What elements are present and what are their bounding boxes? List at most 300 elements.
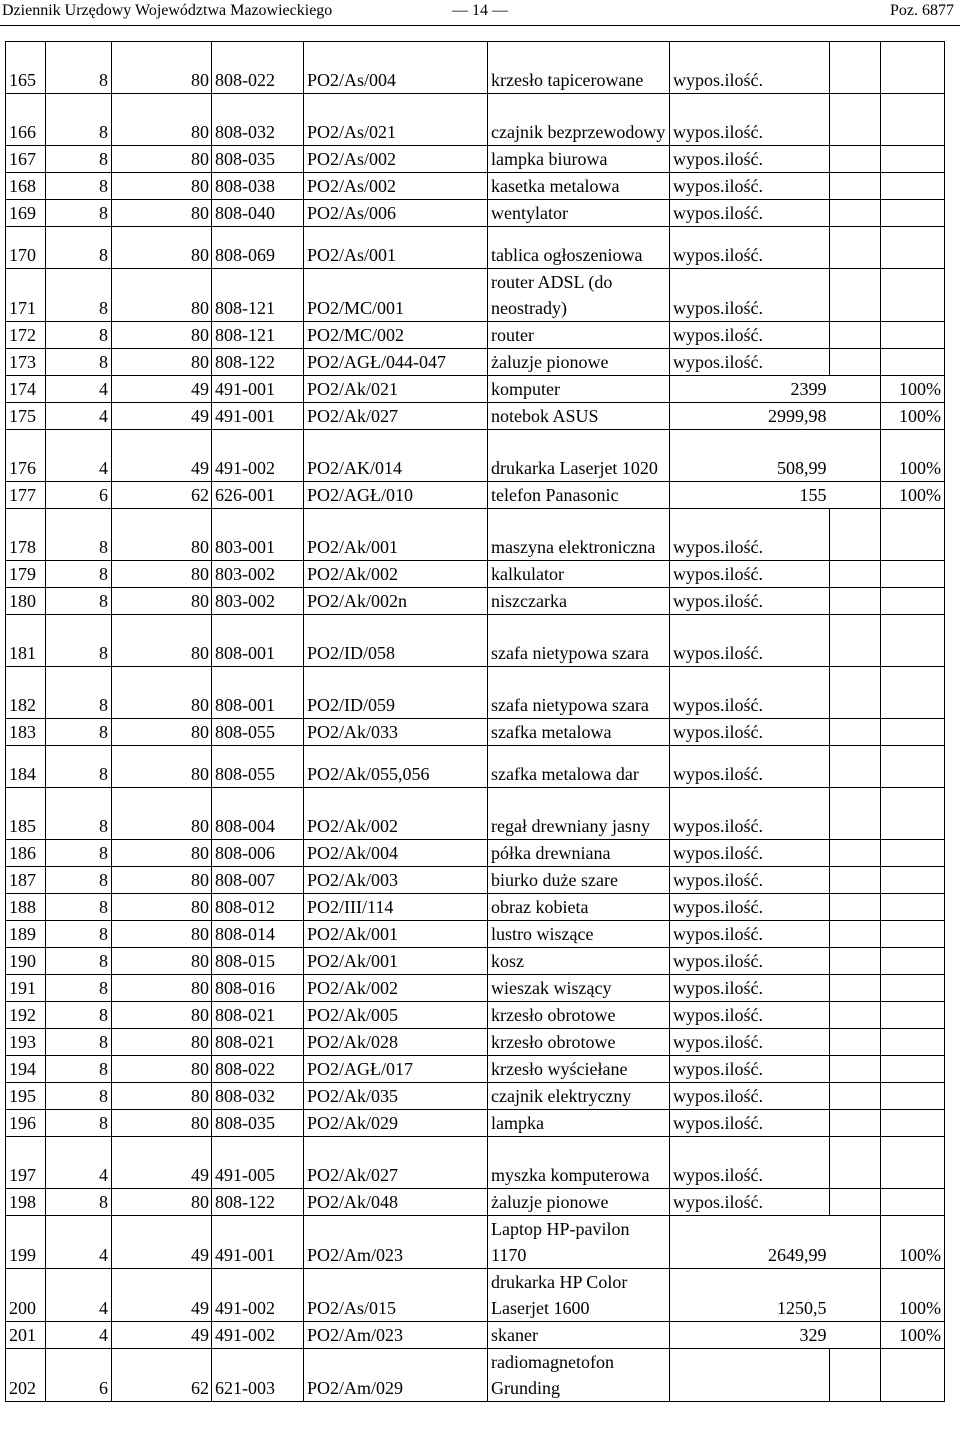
value-cell: wypos.ilość. [670,94,830,146]
spacer-cell [830,921,881,948]
row-number: 172 [6,322,46,349]
spacer-cell [830,1137,881,1189]
row-number: 201 [6,1322,46,1349]
inventory-number-cell: PO2/Ak/035 [304,1083,488,1110]
value-cell: wypos.ilość. [670,1029,830,1056]
spacer-cell [830,1110,881,1137]
class-cell: 80 [112,94,212,146]
percent-cell [881,1110,945,1137]
table-row [6,349,945,376]
table-row [6,948,945,975]
percent-cell [881,667,945,719]
item-name-cell: wieszak wiszący [488,975,670,1002]
inventory-number-cell: PO2/Ak/004 [304,840,488,867]
value-cell: wypos.ilość. [670,867,830,894]
kst-code-cell: 491-002 [212,1322,304,1349]
kst-code-cell: 808-035 [212,146,304,173]
group-cell: 4 [46,1322,112,1349]
kst-code-cell: 808-007 [212,867,304,894]
kst-code-cell: 808-001 [212,667,304,719]
row-number: 178 [6,509,46,561]
percent-cell [881,200,945,227]
kst-code-cell: 808-016 [212,975,304,1002]
row-number: 173 [6,349,46,376]
table-row [6,719,945,746]
percent-cell: 100% [881,376,945,403]
group-cell: 8 [46,788,112,840]
percent-cell [881,173,945,200]
group-cell: 8 [46,1056,112,1083]
table-row [6,667,945,719]
item-name-cell: krzesło obrotowe [488,1029,670,1056]
inventory-number-cell: PO2/As/015 [304,1269,488,1322]
kst-code-cell: 808-055 [212,719,304,746]
group-cell: 4 [46,430,112,482]
item-name-cell: żaluzje pionowe [488,349,670,376]
row-number: 180 [6,588,46,615]
spacer-cell [830,840,881,867]
kst-code-cell: 808-069 [212,227,304,269]
value-cell: wypos.ilość. [670,894,830,921]
percent-cell: 100% [881,403,945,430]
inventory-number-cell: PO2/MC/002 [304,322,488,349]
inventory-number-cell: PO2/Ak/021 [304,376,488,403]
percent-cell [881,227,945,269]
spacer-cell [830,667,881,719]
item-name-cell: niszczarka [488,588,670,615]
kst-code-cell: 808-001 [212,615,304,667]
class-cell: 49 [112,1269,212,1322]
table-row [6,1002,945,1029]
value-cell: wypos.ilość. [670,42,830,94]
item-name-cell: kosz [488,948,670,975]
group-cell: 8 [46,615,112,667]
value-cell: 329 [670,1322,830,1349]
percent-cell [881,509,945,561]
class-cell: 80 [112,227,212,269]
table-row [6,1322,945,1349]
page-header [0,0,960,26]
row-number: 188 [6,894,46,921]
item-name-cell: szafka metalowa dar [488,746,670,788]
item-name-cell: tablica ogłoszeniowa [488,227,670,269]
row-number: 199 [6,1216,46,1269]
value-cell: wypos.ilość. [670,948,830,975]
group-cell: 4 [46,403,112,430]
group-cell: 4 [46,1216,112,1269]
value-cell: wypos.ilość. [670,269,830,322]
class-cell: 80 [112,1056,212,1083]
kst-code-cell: 803-001 [212,509,304,561]
spacer-cell [830,376,881,403]
group-cell: 8 [46,1002,112,1029]
table-row [6,1349,945,1402]
kst-code-cell: 491-001 [212,376,304,403]
percent-cell [881,746,945,788]
table-row [6,322,945,349]
percent-cell [881,269,945,322]
inventory-number-cell: PO2/Am/023 [304,1322,488,1349]
row-number: 177 [6,482,46,509]
kst-code-cell: 491-001 [212,1216,304,1269]
class-cell: 80 [112,349,212,376]
inventory-number-cell: PO2/Ak/002 [304,561,488,588]
table-row [6,269,945,322]
inventory-number-cell: PO2/Ak/001 [304,948,488,975]
kst-code-cell: 803-002 [212,561,304,588]
inventory-number-cell: PO2/As/001 [304,227,488,269]
inventory-number-cell: PO2/AGŁ/010 [304,482,488,509]
class-cell: 49 [112,430,212,482]
percent-cell: 100% [881,1216,945,1269]
table-row [6,788,945,840]
table-row [6,482,945,509]
inventory-number-cell: PO2/Ak/002 [304,788,488,840]
percent-cell [881,840,945,867]
class-cell: 80 [112,561,212,588]
inventory-number-cell: PO2/Ak/001 [304,509,488,561]
percent-cell [881,561,945,588]
group-cell: 8 [46,200,112,227]
row-number: 187 [6,867,46,894]
row-number: 192 [6,1002,46,1029]
table-row [6,227,945,269]
table-row [6,200,945,227]
table-row [6,403,945,430]
spacer-cell [830,894,881,921]
kst-code-cell: 808-014 [212,921,304,948]
class-cell: 80 [112,615,212,667]
group-cell: 8 [46,349,112,376]
table-row [6,840,945,867]
group-cell: 4 [46,1137,112,1189]
table-row [6,975,945,1002]
spacer-cell [830,1083,881,1110]
group-cell: 8 [46,561,112,588]
percent-cell [881,975,945,1002]
value-cell: 2999,98 [670,403,830,430]
inventory-number-cell: PO2/As/021 [304,94,488,146]
kst-code-cell: 808-038 [212,173,304,200]
spacer-cell [830,1002,881,1029]
value-cell: wypos.ilość. [670,788,830,840]
table-row [6,509,945,561]
inventory-number-cell: PO2/As/002 [304,146,488,173]
spacer-cell [830,94,881,146]
table-row [6,1110,945,1137]
class-cell: 80 [112,173,212,200]
row-number: 170 [6,227,46,269]
value-cell: 2399 [670,376,830,403]
group-cell: 8 [46,322,112,349]
group-cell: 8 [46,840,112,867]
value-cell: 1250,5 [670,1269,830,1322]
row-number: 190 [6,948,46,975]
percent-cell [881,615,945,667]
table-row [6,867,945,894]
table-row [6,1056,945,1083]
row-number: 186 [6,840,46,867]
value-cell: wypos.ilość. [670,1110,830,1137]
item-name-cell: Laptop HP-pavilon 1170 [488,1216,670,1269]
group-cell: 8 [46,1189,112,1216]
kst-code-cell: 808-035 [212,1110,304,1137]
inventory-number-cell: PO2/MC/001 [304,269,488,322]
row-number: 174 [6,376,46,403]
item-name-cell: lustro wiszące [488,921,670,948]
class-cell: 80 [112,975,212,1002]
class-cell: 80 [112,146,212,173]
class-cell: 80 [112,894,212,921]
table-row [6,146,945,173]
inventory-rows [6,42,945,1402]
inventory-number-cell: PO2/Am/023 [304,1216,488,1269]
spacer-cell [830,588,881,615]
row-number: 167 [6,146,46,173]
group-cell: 8 [46,173,112,200]
spacer-cell [830,322,881,349]
row-number: 168 [6,173,46,200]
row-number: 194 [6,1056,46,1083]
class-cell: 80 [112,840,212,867]
row-number: 200 [6,1269,46,1322]
kst-code-cell: 491-002 [212,430,304,482]
class-cell: 80 [112,867,212,894]
table-row [6,615,945,667]
class-cell: 80 [112,42,212,94]
item-name-cell: półka drewniana [488,840,670,867]
group-cell: 8 [46,269,112,322]
value-cell: wypos.ilość. [670,561,830,588]
position-number: Poz. 6877 [890,2,954,19]
inventory-table [5,41,945,1402]
item-name-cell: biurko duże szare [488,867,670,894]
inventory-number-cell: PO2/As/004 [304,42,488,94]
table-row [6,376,945,403]
row-number: 185 [6,788,46,840]
percent-cell [881,894,945,921]
item-name-cell: krzesło tapicerowane [488,42,670,94]
table-row [6,1216,945,1269]
item-name-cell: szafka metalowa [488,719,670,746]
spacer-cell [830,561,881,588]
kst-code-cell: 808-021 [212,1029,304,1056]
class-cell: 80 [112,667,212,719]
item-name-cell: krzesło obrotowe [488,1002,670,1029]
value-cell: wypos.ilość. [670,1056,830,1083]
inventory-number-cell: PO2/ID/058 [304,615,488,667]
spacer-cell [830,482,881,509]
percent-cell: 100% [881,1269,945,1322]
table-row [6,561,945,588]
inventory-number-cell: PO2/Ak/028 [304,1029,488,1056]
inventory-number-cell: PO2/As/006 [304,200,488,227]
percent-cell [881,867,945,894]
table-row [6,94,945,146]
class-cell: 49 [112,1216,212,1269]
group-cell: 8 [46,1083,112,1110]
item-name-cell: lampka biurowa [488,146,670,173]
table-row [6,894,945,921]
row-number: 175 [6,403,46,430]
item-name-cell: czajnik elektryczny [488,1083,670,1110]
item-name-cell: myszka komputerowa [488,1137,670,1189]
class-cell: 80 [112,921,212,948]
inventory-number-cell: PO2/Ak/001 [304,921,488,948]
value-cell: wypos.ilość. [670,322,830,349]
percent-cell [881,94,945,146]
class-cell: 80 [112,588,212,615]
class-cell: 80 [112,1002,212,1029]
item-name-cell: regał drewniany jasny [488,788,670,840]
kst-code-cell: 808-122 [212,349,304,376]
value-cell: wypos.ilość. [670,615,830,667]
inventory-number-cell: PO2/AGŁ/044-047 [304,349,488,376]
value-cell: wypos.ilość. [670,1189,830,1216]
kst-code-cell: 808-012 [212,894,304,921]
kst-code-cell: 808-015 [212,948,304,975]
item-name-cell: wentylator [488,200,670,227]
percent-cell [881,948,945,975]
class-cell: 62 [112,1349,212,1402]
inventory-number-cell: PO2/Ak/055,056 [304,746,488,788]
kst-code-cell: 808-022 [212,1056,304,1083]
table-row [6,173,945,200]
class-cell: 80 [112,746,212,788]
value-cell: 155 [670,482,830,509]
class-cell: 49 [112,403,212,430]
inventory-number-cell: PO2/Ak/027 [304,403,488,430]
row-number: 169 [6,200,46,227]
group-cell: 8 [46,94,112,146]
row-number: 182 [6,667,46,719]
spacer-cell [830,200,881,227]
spacer-cell [830,42,881,94]
kst-code-cell: 808-121 [212,269,304,322]
kst-code-cell: 491-001 [212,403,304,430]
row-number: 197 [6,1137,46,1189]
item-name-cell: telefon Panasonic [488,482,670,509]
inventory-number-cell: PO2/Ak/027 [304,1137,488,1189]
group-cell: 8 [46,588,112,615]
percent-cell [881,1189,945,1216]
percent-cell: 100% [881,430,945,482]
table-row [6,1083,945,1110]
spacer-cell [830,948,881,975]
spacer-cell [830,1269,881,1322]
row-number: 166 [6,94,46,146]
class-cell: 80 [112,322,212,349]
percent-cell [881,921,945,948]
kst-code-cell: 808-022 [212,42,304,94]
table-row [6,430,945,482]
value-cell: wypos.ilość. [670,840,830,867]
inventory-number-cell: PO2/AGŁ/017 [304,1056,488,1083]
class-cell: 80 [112,788,212,840]
percent-cell [881,1056,945,1083]
spacer-cell [830,173,881,200]
spacer-cell [830,269,881,322]
kst-code-cell: 803-002 [212,588,304,615]
group-cell: 6 [46,482,112,509]
spacer-cell [830,1189,881,1216]
value-cell: wypos.ilość. [670,1002,830,1029]
value-cell: wypos.ilość. [670,227,830,269]
class-cell: 80 [112,1083,212,1110]
percent-cell [881,349,945,376]
percent-cell [881,146,945,173]
group-cell: 8 [46,42,112,94]
inventory-number-cell: PO2/Ak/005 [304,1002,488,1029]
spacer-cell [830,1349,881,1402]
spacer-cell [830,867,881,894]
value-cell: wypos.ilość. [670,349,830,376]
percent-cell [881,719,945,746]
group-cell: 8 [46,719,112,746]
class-cell: 62 [112,482,212,509]
spacer-cell [830,719,881,746]
kst-code-cell: 626-001 [212,482,304,509]
spacer-cell [830,1029,881,1056]
row-number: 179 [6,561,46,588]
spacer-cell [830,509,881,561]
item-name-cell: drukarka Laserjet 1020 [488,430,670,482]
kst-code-cell: 808-032 [212,1083,304,1110]
value-cell: wypos.ilość. [670,146,830,173]
value-cell: wypos.ilość. [670,173,830,200]
spacer-cell [830,1322,881,1349]
item-name-cell: żaluzje pionowe [488,1189,670,1216]
value-cell: wypos.ilość. [670,746,830,788]
spacer-cell [830,1216,881,1269]
class-cell: 80 [112,509,212,561]
value-cell: wypos.ilość. [670,921,830,948]
value-cell: wypos.ilość. [670,200,830,227]
value-cell: wypos.ilość. [670,719,830,746]
class-cell: 49 [112,376,212,403]
row-number: 191 [6,975,46,1002]
group-cell: 8 [46,1029,112,1056]
value-cell [670,1349,830,1402]
percent-cell [881,588,945,615]
row-number: 176 [6,430,46,482]
item-name-cell: maszyna elektroniczna [488,509,670,561]
group-cell: 4 [46,1269,112,1322]
spacer-cell [830,788,881,840]
row-number: 181 [6,615,46,667]
percent-cell [881,1137,945,1189]
group-cell: 8 [46,867,112,894]
row-number: 183 [6,719,46,746]
inventory-number-cell: PO2/Ak/002 [304,975,488,1002]
inventory-number-cell: PO2/AK/014 [304,430,488,482]
item-name-cell: radiomagnetofon Grunding [488,1349,670,1402]
group-cell: 8 [46,667,112,719]
percent-cell [881,322,945,349]
group-cell: 8 [46,227,112,269]
inventory-number-cell: PO2/As/002 [304,173,488,200]
spacer-cell [830,1056,881,1083]
value-cell: wypos.ilość. [670,588,830,615]
item-name-cell: notebok ASUS [488,403,670,430]
class-cell: 80 [112,719,212,746]
group-cell: 8 [46,975,112,1002]
kst-code-cell: 808-055 [212,746,304,788]
percent-cell [881,42,945,94]
spacer-cell [830,146,881,173]
group-cell: 4 [46,376,112,403]
percent-cell [881,1029,945,1056]
